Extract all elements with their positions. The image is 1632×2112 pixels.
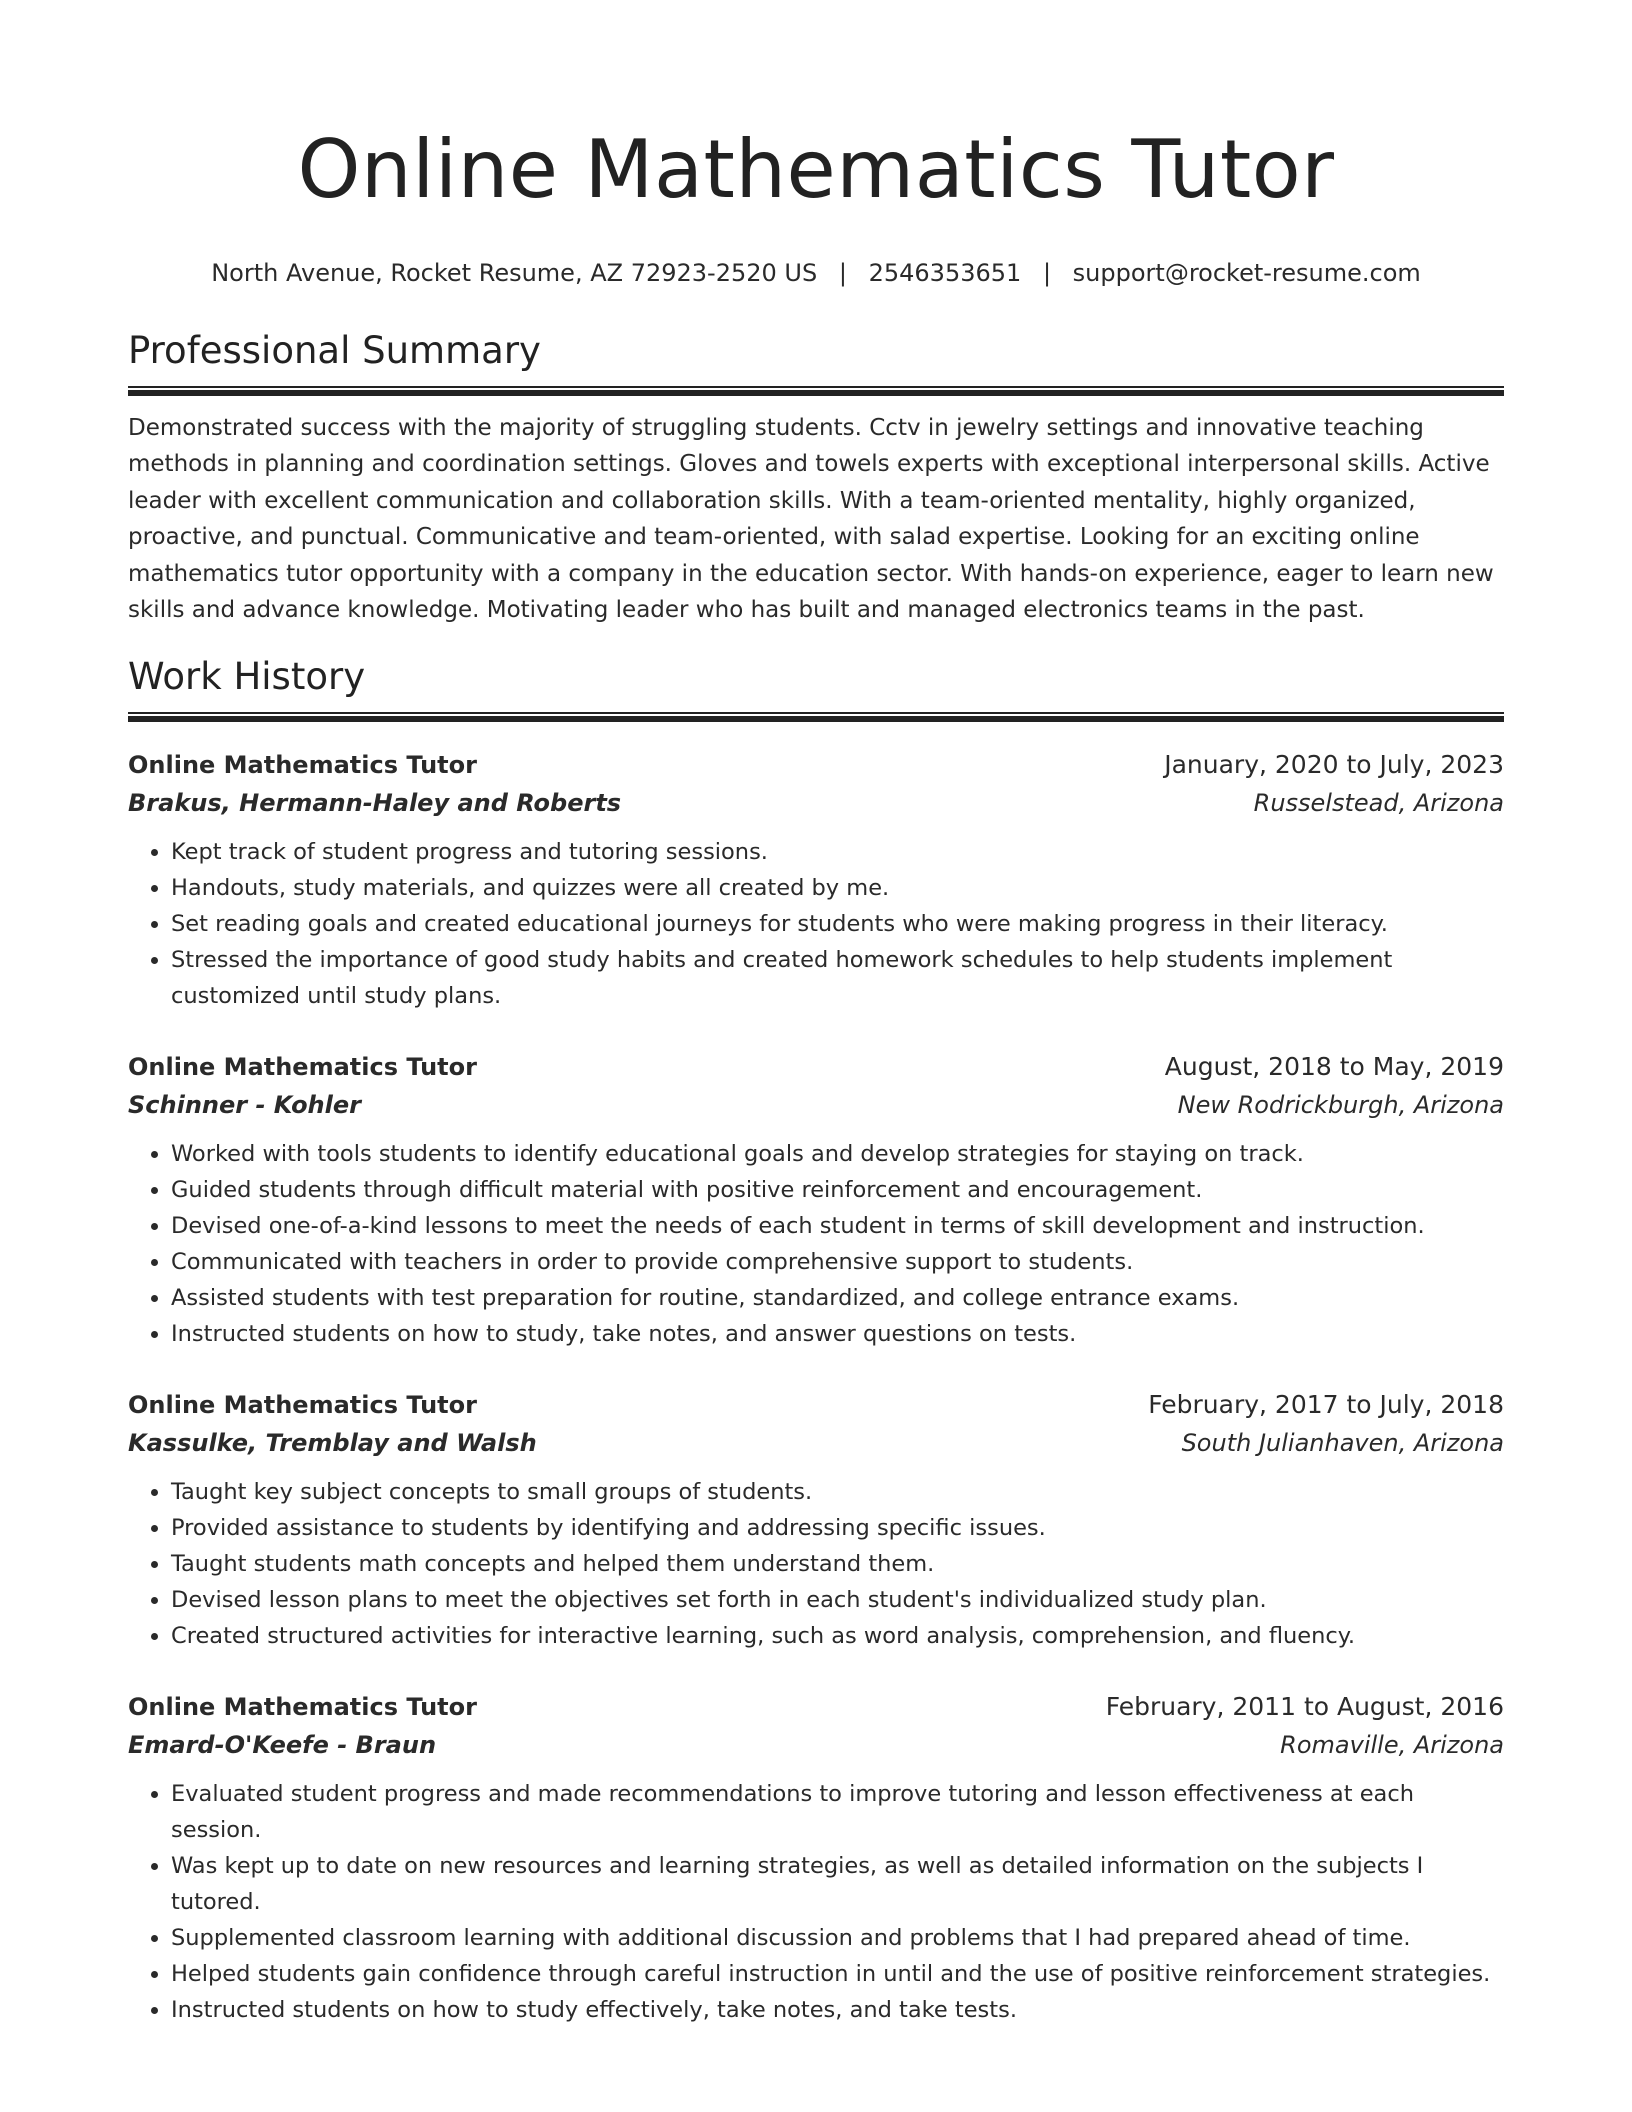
job-title: Online Mathematics Tutor — [128, 1053, 477, 1082]
job-bullet: • Kept track of student progress and tutoring sessions. — [171, 834, 1504, 870]
address: North Avenue, Rocket Resume, AZ 72923-2520 US — [211, 259, 818, 287]
job-dates: January, 2020 to July, 2023 — [1164, 750, 1504, 780]
job-bullet: • Set reading goals and created educational journeys for students who were making progress in their literacy. — [171, 906, 1504, 942]
job-location: Russelstead, Arizona — [1253, 789, 1504, 818]
job-bullet: • Provided assistance to students by identifying and addressing specific issues. — [171, 1510, 1504, 1546]
job-bullet: • Taught students math concepts and helped them understand them. — [171, 1546, 1504, 1582]
summary-text: Demonstrated success with the majority of struggling students. Cctv in jewelry settings and innovative teaching methods in planning and coordination settings. Gloves and towels experts with exceptional interpersonal skills. Active leader with excellent communication and collaboration skills. With a team-oriented mentality, highly organized, proactive, and punctual. Communicative and team-oriented, with salad expertise. Looking for an exciting online mathematics tutor opportunity with a company in the education sector. With hands-on experience, eager to learn new skills and advance knowledge. Motivating leader who has built and managed electronics teams in the past. — [128, 415, 1494, 624]
job-bullet: • Helped students gain confidence through careful instruction in until and the use of positive reinforcement strategies. — [171, 1956, 1504, 1992]
section-title-work-history: Work History — [128, 655, 366, 699]
job-entry — [128, 1386, 1504, 1654]
job-bullet: • Handouts, study materials, and quizzes were all created by me. — [171, 870, 1504, 906]
job-title: Online Mathematics Tutor — [128, 1391, 477, 1420]
email: support@rocket-resume.com — [1072, 259, 1421, 287]
job-bullet: • Was kept up to date on new resources and learning strategies, as well as detailed information on the subjects I tutored. — [171, 1848, 1504, 1920]
job-location: New Rodrickburgh, Arizona — [1177, 1091, 1504, 1120]
job-bullet: • Instructed students on how to study effectively, take notes, and take tests. — [171, 1992, 1504, 2028]
job-header — [128, 746, 1504, 784]
job-bullets — [128, 1136, 1504, 1352]
job-bullets — [128, 834, 1504, 1014]
job-bullet: • Supplemented classroom learning with additional discussion and problems that I had prepared ahead of time. — [171, 1920, 1504, 1956]
job-dates: February, 2017 to July, 2018 — [1148, 1390, 1504, 1420]
section-title-summary: Professional Summary — [128, 329, 541, 372]
job-bullet: • Stressed the importance of good study habits and created homework schedules to help students implement customized until study plans. — [171, 942, 1504, 1014]
job-subheader — [128, 784, 1504, 822]
job-bullet: • Devised one-of-a-kind lessons to meet the needs of each student in terms of skill development and instruction. — [171, 1208, 1504, 1244]
company-name: Schinner - Kohler — [128, 1091, 361, 1120]
job-subheader — [128, 1424, 1504, 1462]
resume-name: Online Mathematics Tutor — [297, 123, 1335, 216]
section-divider — [128, 386, 1504, 396]
job-dates: February, 2011 to August, 2016 — [1105, 1692, 1504, 1722]
job-dates: August, 2018 to May, 2019 — [1164, 1052, 1504, 1082]
company-name: Emard-O'Keefe - Braun — [128, 1731, 437, 1760]
job-bullet: • Communicated with teachers in order to provide comprehensive support to students. — [171, 1244, 1504, 1280]
job-bullet: • Created structured activities for interactive learning, such as word analysis, comprehension, and fluency. — [171, 1618, 1504, 1654]
job-bullets — [128, 1474, 1504, 1654]
job-bullets — [128, 1776, 1504, 2028]
job-title: Online Mathematics Tutor — [128, 751, 477, 780]
job-entry — [128, 1048, 1504, 1352]
job-subheader — [128, 1726, 1504, 1764]
company-name: Kassulke, Tremblay and Walsh — [128, 1429, 537, 1458]
job-bullet: • Instructed students on how to study, take notes, and answer questions on tests. — [171, 1316, 1504, 1352]
job-bullet: • Assisted students with test preparation for routine, standardized, and college entrance exams. — [171, 1280, 1504, 1316]
job-title: Online Mathematics Tutor — [128, 1693, 477, 1722]
phone: 2546353651 — [868, 259, 1022, 287]
section-divider — [128, 712, 1504, 722]
work-history-section — [128, 654, 1504, 2028]
job-entry — [128, 746, 1504, 1014]
company-name: Brakus, Hermann-Haley and Roberts — [128, 789, 622, 818]
job-header — [128, 1048, 1504, 1086]
professional-summary-section — [128, 328, 1504, 628]
contact-separator: | — [838, 259, 847, 287]
job-bullet: • Worked with tools students to identify educational goals and develop strategies for staying on track. — [171, 1136, 1504, 1172]
job-header — [128, 1688, 1504, 1726]
job-bullet: • Taught key subject concepts to small groups of students. — [171, 1474, 1504, 1510]
job-header — [128, 1386, 1504, 1424]
job-bullet: • Devised lesson plans to meet the objectives set forth in each student's individualized study plan. — [171, 1582, 1504, 1618]
job-location: South Julianhaven, Arizona — [1181, 1429, 1504, 1458]
job-entry — [128, 1688, 1504, 2028]
job-bullet: • Evaluated student progress and made recommendations to improve tutoring and lesson effectiveness at each session. — [171, 1776, 1504, 1848]
contact-line — [128, 258, 1504, 288]
job-location: Romaville, Arizona — [1280, 1731, 1504, 1760]
job-subheader — [128, 1086, 1504, 1124]
contact-separator: | — [1042, 259, 1052, 287]
job-bullet: • Guided students through difficult material with positive reinforcement and encouragement. — [171, 1172, 1504, 1208]
